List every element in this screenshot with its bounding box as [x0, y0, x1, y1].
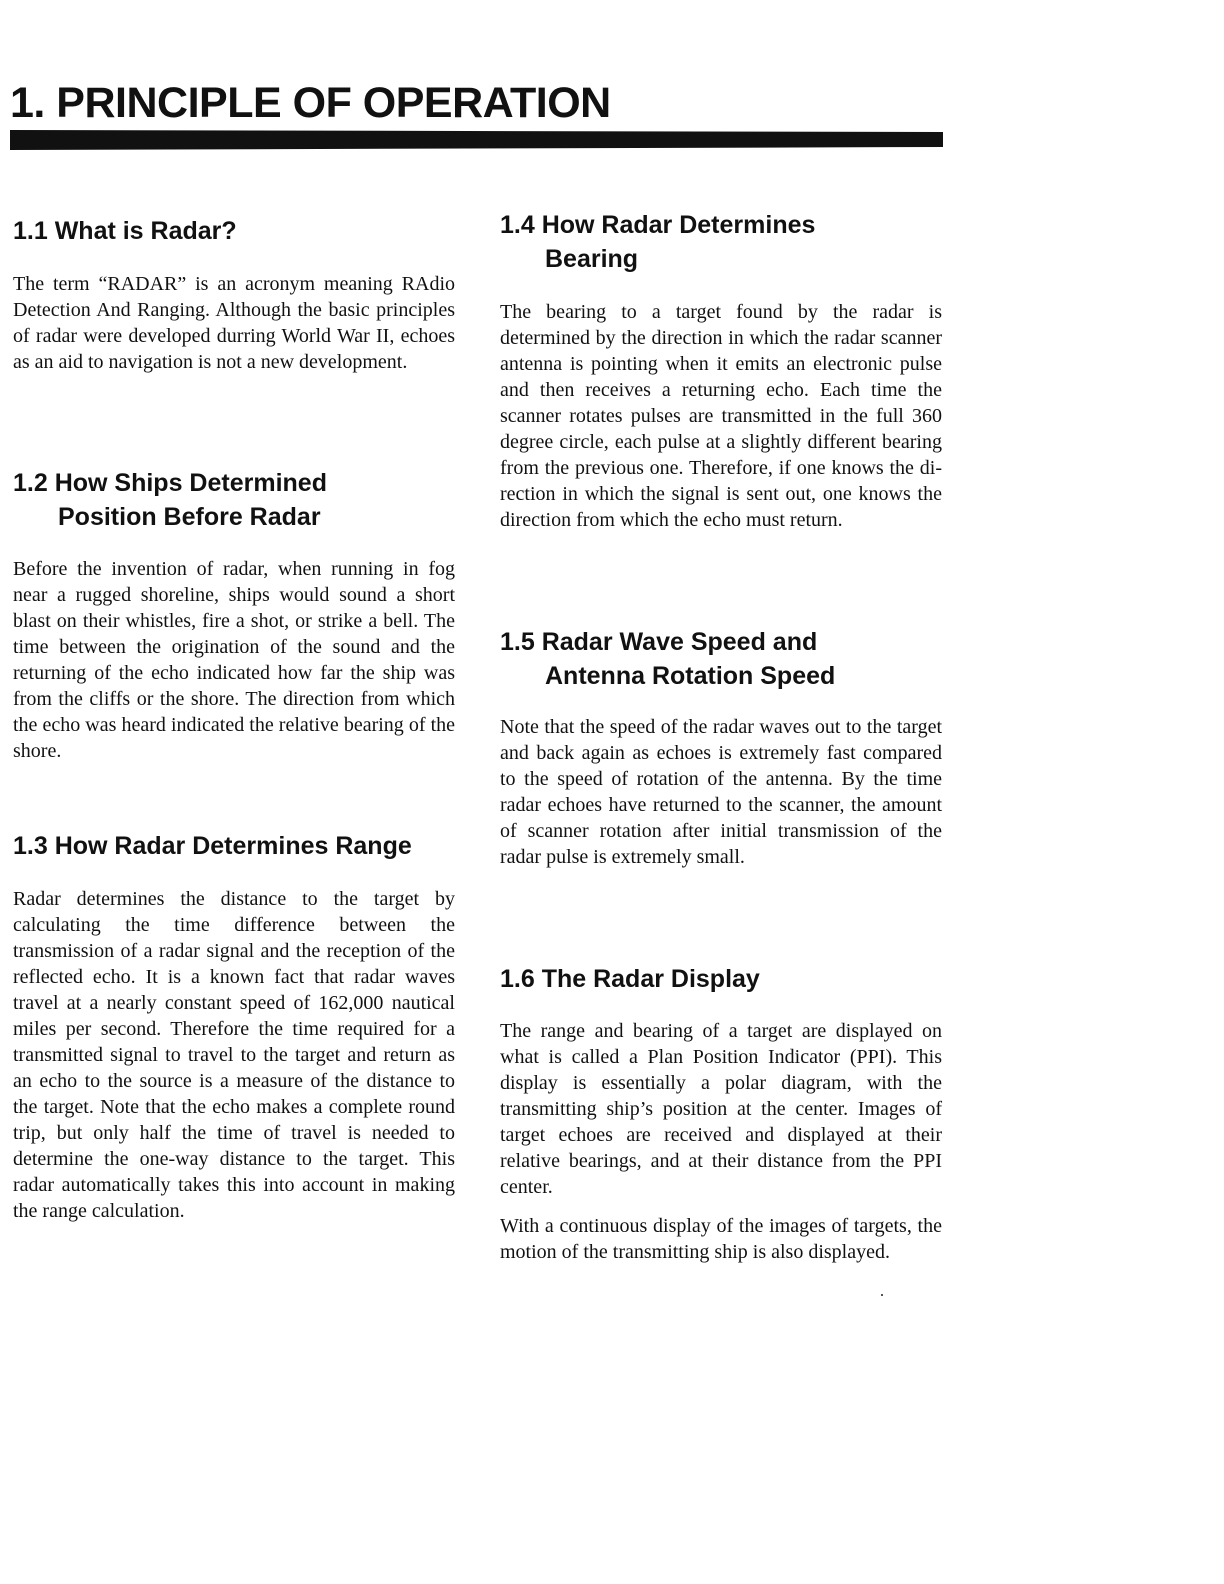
section-1-4-heading	[500, 208, 815, 276]
section-1-4-heading-line2: Bearing	[545, 245, 639, 273]
section-1-3-body: Radar determines the distance to the target by calculating the time difference between the transmission of a radar signal and the reception of the reflected echo. It is a known fact that radar waves travel at a nearly constant speed of 162,000 nautical miles per second. Therefore the time required for a transmitted signal to travel to the target and return as an echo to the source is a measure of the distance to the target. Note that the echo makes a complete round trip, but only half the time of travel is needed to determine the one-way distance to the target. This radar automatically takes this into account in making the range calculation.	[13, 888, 455, 1222]
section-1-6-body-p2: With a continuous display of the images of targets, the motion of the transmitting ship is also displayed.	[500, 1215, 942, 1263]
section-1-4-heading-line1: 1.4 How Radar Determines	[500, 211, 816, 239]
section-1-3-heading: 1.3 How Radar Determines Range	[13, 832, 412, 860]
section-1-2-body: Before the invention of radar, when running in fog near a rugged shoreline, ships would sound a short blast on their whistles, fire a shot, or strike a bell. The time between the origination of the sound and the returning of the echo indicated how far the ship was from the cliffs or the shore. The direction from which the echo was heard indicated the relative bearing of the shore.	[13, 558, 455, 762]
scan-speck	[881, 1294, 883, 1296]
section-1-5-heading-line1: 1.5 Radar Wave Speed and	[500, 628, 818, 656]
section-1-5-body: Note that the speed of the radar waves out to the target and back again as echoes is extremely fast compared to the speed of rotation of the antenna. By the time radar echoes have returned to the scanner, the amount of scanner rotation after initial transmission of the radar pulse is extremely small.	[500, 716, 942, 868]
section-1-2-heading	[13, 466, 327, 534]
section-1-1-body: The term “RADAR” is an acronym meaning RAdio Detection And Ranging. Although the basic principles of radar were developed durring World War II, echoes as an aid to navigation is not a new development.	[13, 273, 455, 373]
section-1-5-heading	[500, 625, 835, 693]
section-1-5-heading-line2: Antenna Rotation Speed	[545, 662, 836, 690]
section-1-6-heading: 1.6 The Radar Display	[500, 965, 760, 993]
section-1-2-heading-line1: 1.2 How Ships Determined	[13, 469, 327, 497]
section-1-6-body-p1: The range and bearing of a target are displayed on what is called a Plan Position Indicator (PPI). This display is essentially a polar diagram, with the transmitting ship’s position at the center. Images of target echoes are received and displayed at their relative bearings, and at their distance from the PPI center.	[500, 1020, 942, 1198]
title-rule	[10, 130, 943, 150]
section-1-4-body: The bearing to a target found by the radar is determined by the direction in which the radar scanner antenna is pointing when it emits an electronic pulse and then receives a returning echo. Each time the scanner rotates pulses are transmitted in the full 360 degree circle, each pulse at a slightly different bearing from the previous one. Therefore, if one knows the direction in which the signal is sent out, one knows the direction from which the echo must return.	[500, 301, 942, 531]
section-1-1-heading: 1.1 What is Radar?	[13, 217, 237, 245]
section-1-2-heading-line2: Position Before Radar	[58, 503, 321, 531]
chapter-title: 1. PRINCIPLE OF OPERATION	[10, 79, 611, 127]
